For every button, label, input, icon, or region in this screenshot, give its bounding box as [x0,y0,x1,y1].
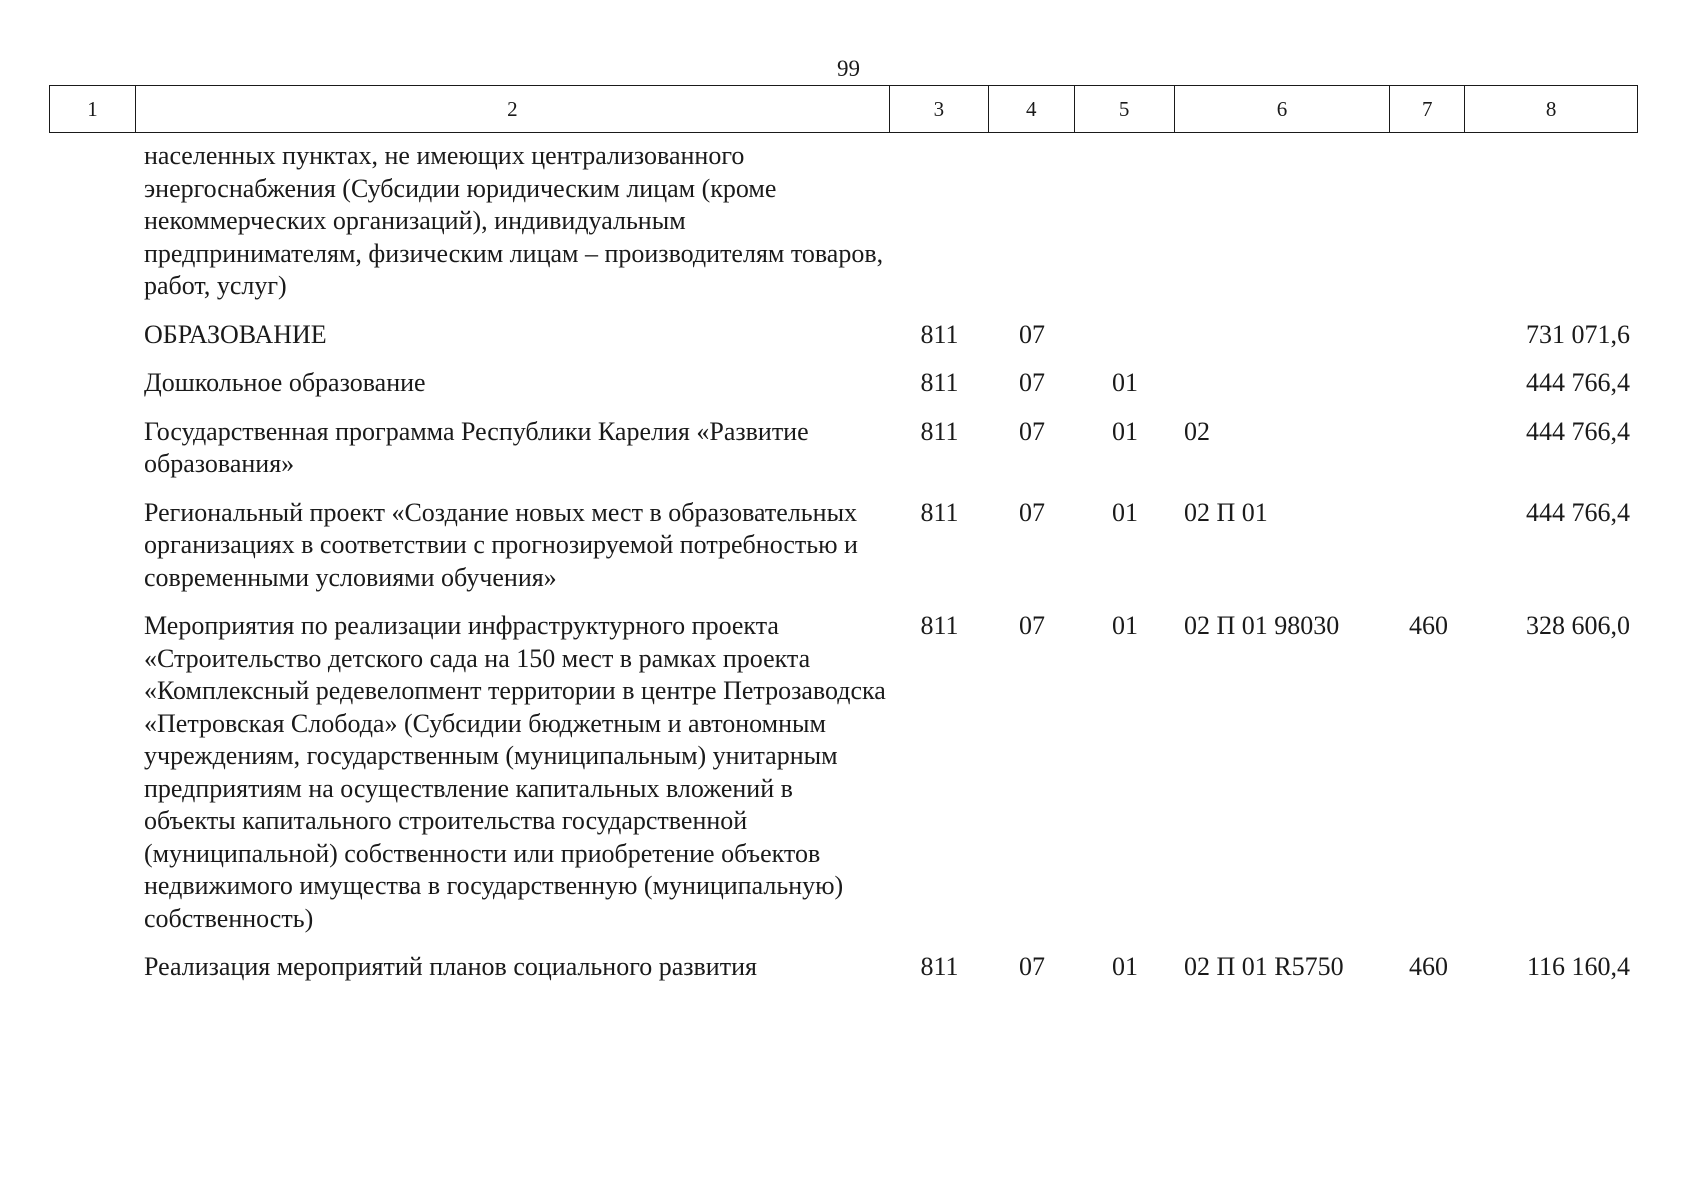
subsection-code: 01 [1112,611,1138,640]
row-number-cell [49,140,135,303]
ministry-code: 811 [920,952,959,981]
amount [1466,140,1638,303]
target-article-code: 02 П 01 [1184,497,1268,527]
ministry-code: 811 [920,497,959,527]
amount: 444 766,4 [1526,416,1630,446]
target-article-code: 02 П 01 98030 [1184,611,1340,640]
column-header-8: 8 [1545,96,1557,121]
item-name: населенных пунктах, не имеющих централизованного энергоснабжения (Субсидии юридическим лицам (кроме некоммерческих организаций), индивидуальным предпринимателям, физическим лицам – производителям товаров, работ, услуг) [144,141,884,300]
subsection-code: 01 [1112,952,1138,981]
section-code: 07 [1019,952,1045,981]
target-article-code: 02 [1184,416,1210,446]
ministry-code: 811 [920,368,959,397]
expense-type-code [1391,367,1466,400]
target-article-code: 02 П 01 R5750 [1184,952,1344,981]
section-code [989,140,1075,303]
item-name: Региональный проект «Создание новых мест в образовательных организациях в соответствии с прогнозируемой потребностью и современными условиями обучения» [144,497,858,592]
expense-type-code: 460 [1409,611,1448,640]
row-number-cell [49,319,135,352]
table-row [49,497,1638,595]
subsection-code: 01 [1112,368,1138,397]
item-name: ОБРАЗОВАНИЕ [144,319,327,349]
row-number-cell [49,497,135,595]
budget-table-body [49,140,1638,1000]
column-header-6: 6 [1175,86,1391,132]
column-header-4: 4 [989,86,1075,132]
column-header-row [49,85,1638,133]
table-row [49,319,1638,352]
table-row [49,951,1638,984]
section-code: 07 [1019,416,1045,446]
column-header-5: 5 [1075,86,1175,132]
subsection-code [1075,140,1175,303]
target-article-code [1175,319,1391,352]
ministry-code: 811 [920,319,959,349]
section-code: 07 [1019,319,1045,349]
section-code: 07 [1019,368,1045,397]
expense-type-code [1391,319,1466,352]
table-row [49,610,1638,935]
item-name: Государственная программа Республики Карелия «Развитие образования» [144,416,809,478]
subsection-code: 01 [1112,497,1138,527]
row-number-cell [49,367,135,400]
ministry-code: 811 [920,611,959,640]
subsection-code [1075,319,1175,352]
amount: 731 071,6 [1526,319,1630,349]
amount: 328 606,0 [1526,611,1630,640]
expense-type-code [1391,497,1466,595]
amount: 444 766,4 [1526,368,1630,397]
row-number-cell [49,610,135,935]
target-article-code [1175,140,1391,303]
page-number: 99 [837,56,860,81]
expense-type-code [1391,416,1466,481]
target-article-code [1175,367,1391,400]
table-row [49,367,1638,400]
item-name: Реализация мероприятий планов социального развития [144,952,757,981]
row-number-cell [49,951,135,984]
subsection-code: 01 [1112,416,1138,446]
column-header-7: 7 [1390,86,1465,132]
ministry-code: 811 [920,416,959,446]
column-header-1: 1 [50,86,136,132]
expense-type-code [1391,140,1466,303]
item-name: Дошкольное образование [144,368,426,397]
column-header-3: 3 [890,86,989,132]
section-code: 07 [1019,497,1045,527]
amount: 116 160,4 [1526,952,1630,981]
expense-type-code: 460 [1409,952,1448,981]
section-code: 07 [1019,611,1045,640]
table-row [49,140,1638,303]
column-header-2: 2 [136,86,890,132]
row-number-cell [49,416,135,481]
ministry-code [890,140,989,303]
item-name: Мероприятия по реализации инфраструктурного проекта «Строительство детского сада на 150 мест в рамках проекта «Комплексный редевелопмент территории в центре Петрозаводска «Петровская Слобода» (Субсидии бюджетным и автономным учреждениям, государственным (муниципальным) унитарным предприятиям на осуществление капитальных вложений в объекты капитального строительства государственной (муниципальной) собственности или приобретение объектов недвижимого имущества в государственную (муниципальную) собственность) [144,611,886,933]
amount: 444 766,4 [1526,497,1630,527]
table-row [49,416,1638,481]
